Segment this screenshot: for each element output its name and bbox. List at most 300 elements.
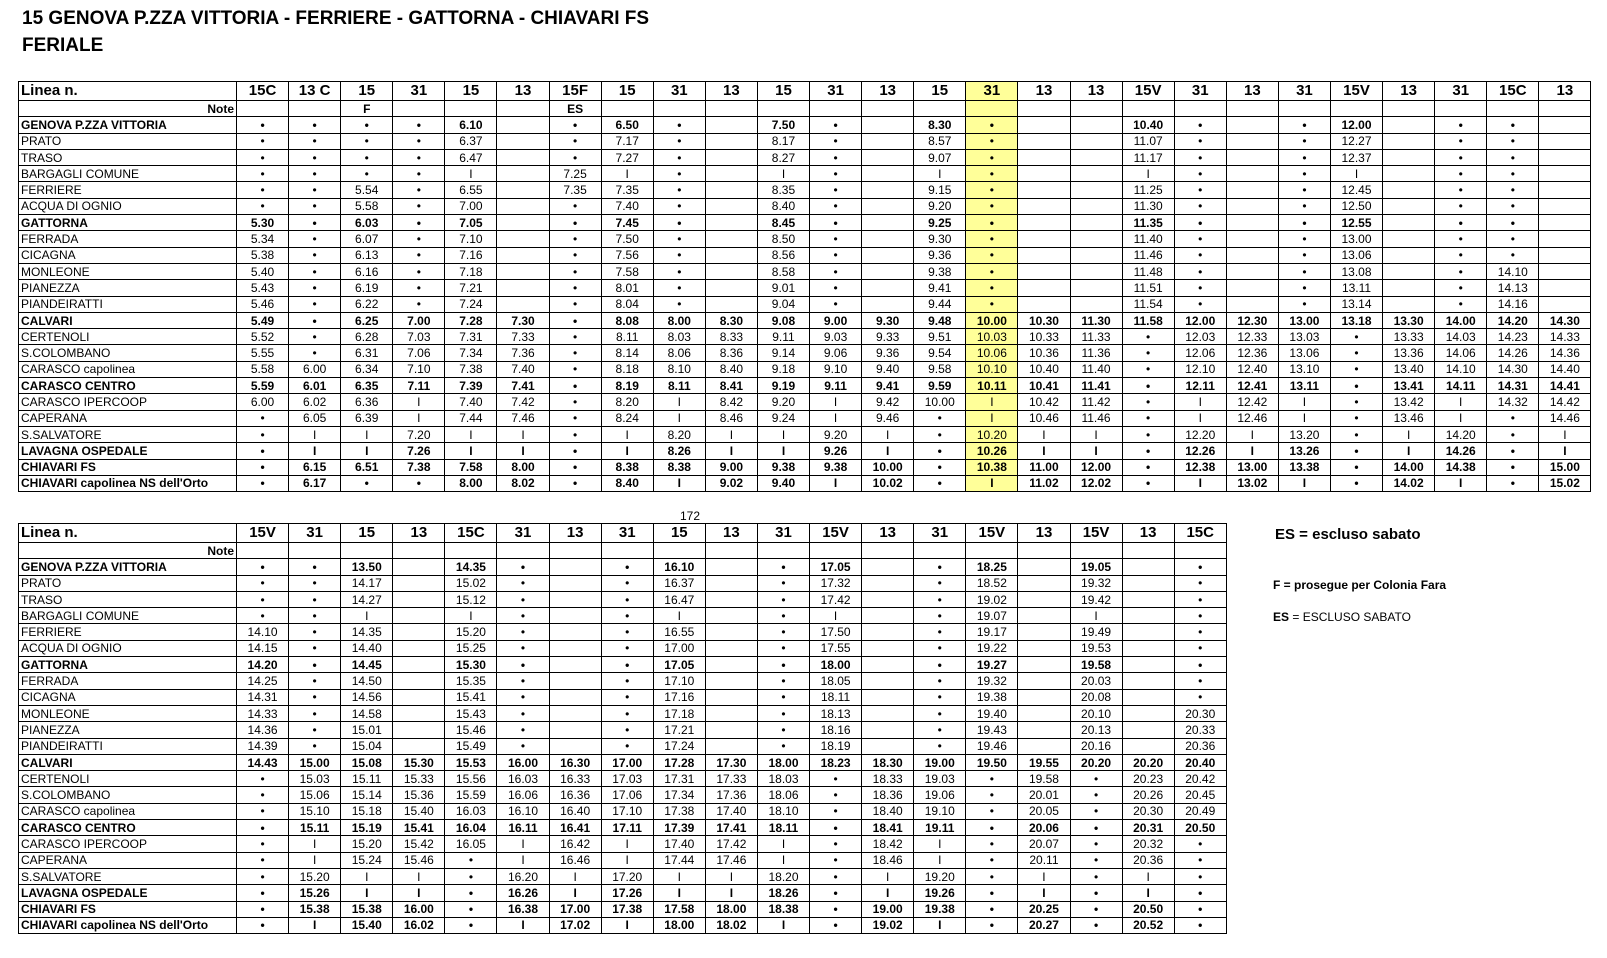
time-cell: 8.20 — [653, 426, 705, 442]
time-cell: • — [653, 149, 705, 165]
time-cell: 7.18 — [445, 263, 497, 279]
time-cell — [1226, 263, 1278, 279]
time-cell: • — [549, 296, 601, 312]
time-cell: 13.36 — [1383, 345, 1435, 361]
time-cell: 7.34 — [445, 345, 497, 361]
time-cell — [862, 133, 914, 149]
time-cell: 10.38 — [966, 459, 1018, 475]
time-cell: • — [1174, 559, 1226, 575]
line-number: 31 — [653, 82, 705, 101]
time-cell: I — [1383, 426, 1435, 442]
time-cell: • — [1435, 133, 1487, 149]
time-cell: 18.11 — [810, 689, 862, 705]
table-row — [19, 133, 1591, 149]
time-cell: 6.36 — [341, 394, 393, 410]
time-cell: 15.24 — [341, 852, 393, 868]
time-cell: • — [237, 410, 289, 426]
table-row — [19, 559, 1227, 575]
time-cell: • — [497, 738, 549, 754]
time-cell — [1122, 608, 1174, 624]
time-cell: 18.36 — [862, 787, 914, 803]
station-name: PRATO — [19, 575, 237, 591]
station-name: LAVAGNA OSPEDALE — [19, 885, 237, 901]
time-cell: 15.18 — [341, 803, 393, 819]
time-cell: 18.46 — [862, 852, 914, 868]
time-cell — [549, 575, 601, 591]
time-cell: • — [653, 280, 705, 296]
time-cell — [1539, 133, 1591, 149]
time-cell: 20.25 — [1018, 901, 1070, 917]
time-cell: • — [966, 149, 1018, 165]
time-cell — [1226, 117, 1278, 133]
note-cell — [1018, 101, 1070, 117]
station-name: CALVARI — [19, 312, 237, 328]
time-cell: 13.41 — [1383, 378, 1435, 394]
time-cell: • — [810, 868, 862, 884]
time-cell: 10.11 — [966, 378, 1018, 394]
time-cell — [862, 117, 914, 133]
time-cell: 19.00 — [914, 754, 966, 770]
time-cell — [1226, 215, 1278, 231]
note-cell — [601, 543, 653, 559]
time-cell: 7.56 — [601, 247, 653, 263]
time-cell: • — [549, 459, 601, 475]
time-cell: 20.40 — [1174, 754, 1226, 770]
time-cell: 19.38 — [914, 901, 966, 917]
time-cell: I — [445, 426, 497, 442]
time-cell: • — [289, 559, 341, 575]
time-cell: • — [1435, 117, 1487, 133]
line-number: 15C — [1174, 524, 1226, 543]
time-cell: 11.48 — [1122, 263, 1174, 279]
time-cell: 11.40 — [1122, 231, 1174, 247]
time-cell — [1070, 149, 1122, 165]
time-cell: • — [1487, 166, 1539, 182]
table-row — [19, 771, 1227, 787]
time-cell: • — [1174, 885, 1226, 901]
time-cell: 13.38 — [1278, 459, 1330, 475]
time-cell: • — [914, 705, 966, 721]
time-cell: • — [757, 673, 809, 689]
time-cell: 11.33 — [1070, 329, 1122, 345]
time-cell: 9.40 — [862, 361, 914, 377]
line-number: 15 — [601, 82, 653, 101]
note-cell — [1174, 101, 1226, 117]
time-cell: • — [1435, 247, 1487, 263]
time-cell: 13.08 — [1330, 263, 1382, 279]
time-cell: • — [1174, 231, 1226, 247]
time-cell: I — [289, 836, 341, 852]
time-cell: 17.16 — [653, 689, 705, 705]
time-cell: • — [810, 263, 862, 279]
time-cell: 19.26 — [914, 885, 966, 901]
time-cell — [497, 247, 549, 263]
line-number: 31 — [757, 524, 809, 543]
time-cell: • — [549, 133, 601, 149]
time-cell: 8.50 — [757, 231, 809, 247]
time-cell: • — [601, 640, 653, 656]
time-cell — [1018, 608, 1070, 624]
time-cell: 12.33 — [1226, 329, 1278, 345]
time-cell — [1018, 559, 1070, 575]
station-name: CERTENOLI — [19, 329, 237, 345]
time-cell: I — [601, 852, 653, 868]
time-cell: 19.55 — [1018, 754, 1070, 770]
time-cell: 17.28 — [653, 754, 705, 770]
time-cell: 17.32 — [810, 575, 862, 591]
time-cell: 14.31 — [237, 689, 289, 705]
time-cell: • — [810, 771, 862, 787]
time-cell: I — [497, 852, 549, 868]
line-number: 13 — [1383, 82, 1435, 101]
time-cell: 17.36 — [705, 787, 757, 803]
time-cell: • — [653, 166, 705, 182]
time-cell — [1226, 149, 1278, 165]
time-cell: 14.17 — [341, 575, 393, 591]
time-cell: • — [289, 215, 341, 231]
time-cell: 18.00 — [653, 917, 705, 933]
time-cell: • — [237, 591, 289, 607]
table-row — [19, 263, 1591, 279]
header-label: Linea n. — [19, 82, 237, 101]
time-cell — [393, 608, 445, 624]
time-cell — [1018, 247, 1070, 263]
time-cell: • — [549, 394, 601, 410]
time-cell: 18.41 — [862, 820, 914, 836]
time-cell: • — [1487, 133, 1539, 149]
station-name: TRASO — [19, 149, 237, 165]
time-cell: • — [393, 215, 445, 231]
time-cell: I — [1174, 394, 1226, 410]
time-cell: I — [1278, 394, 1330, 410]
time-cell: 15.26 — [289, 885, 341, 901]
time-cell — [1122, 559, 1174, 575]
time-cell: 12.40 — [1226, 361, 1278, 377]
time-cell: • — [653, 296, 705, 312]
time-cell — [862, 231, 914, 247]
time-cell: 8.30 — [914, 117, 966, 133]
time-cell: 15.46 — [445, 722, 497, 738]
time-cell: 15.08 — [341, 754, 393, 770]
time-cell: 7.39 — [445, 378, 497, 394]
time-cell: • — [289, 166, 341, 182]
time-cell: 14.58 — [341, 705, 393, 721]
time-cell: • — [966, 263, 1018, 279]
time-cell — [549, 722, 601, 738]
time-cell — [393, 738, 445, 754]
time-cell: 14.27 — [341, 591, 393, 607]
time-cell: 6.39 — [341, 410, 393, 426]
time-cell: 11.02 — [1018, 475, 1070, 491]
time-cell: 5.30 — [237, 215, 289, 231]
time-cell: 12.38 — [1174, 459, 1226, 475]
time-cell: I — [914, 917, 966, 933]
time-cell: • — [237, 885, 289, 901]
time-cell: 15.56 — [445, 771, 497, 787]
time-cell — [862, 166, 914, 182]
time-cell: • — [653, 247, 705, 263]
time-cell: 17.40 — [653, 836, 705, 852]
time-cell: 14.00 — [1383, 459, 1435, 475]
time-cell: I — [1539, 426, 1591, 442]
time-cell: • — [289, 263, 341, 279]
station-name: CARASCO IPERCOOP — [19, 836, 237, 852]
time-cell: I — [653, 868, 705, 884]
time-cell: 15.20 — [341, 836, 393, 852]
time-cell: 9.08 — [757, 312, 809, 328]
line-number: 15 — [653, 524, 705, 543]
time-cell: 13.50 — [341, 559, 393, 575]
time-cell: 7.03 — [393, 329, 445, 345]
time-cell — [1070, 296, 1122, 312]
time-cell: 9.44 — [914, 296, 966, 312]
note-cell — [1487, 101, 1539, 117]
time-cell: 16.42 — [549, 836, 601, 852]
time-cell: 18.10 — [757, 803, 809, 819]
time-cell — [862, 722, 914, 738]
station-name: MONLEONE — [19, 705, 237, 721]
table-row — [19, 885, 1227, 901]
time-cell: 18.13 — [810, 705, 862, 721]
time-cell: 6.19 — [341, 280, 393, 296]
line-number: 13 — [705, 524, 757, 543]
time-cell: • — [653, 182, 705, 198]
table-row — [19, 868, 1227, 884]
time-cell: 9.14 — [757, 345, 809, 361]
time-cell: • — [393, 296, 445, 312]
time-cell — [862, 198, 914, 214]
time-cell: • — [1174, 198, 1226, 214]
time-cell: 13.26 — [1278, 443, 1330, 459]
time-cell — [1018, 591, 1070, 607]
time-cell: • — [1330, 329, 1382, 345]
time-cell: 16.10 — [497, 803, 549, 819]
time-cell: 6.02 — [289, 394, 341, 410]
time-cell: 8.40 — [757, 198, 809, 214]
time-cell: • — [393, 231, 445, 247]
time-cell: • — [1122, 361, 1174, 377]
time-cell: • — [914, 575, 966, 591]
time-cell: 16.20 — [497, 868, 549, 884]
time-cell — [1122, 722, 1174, 738]
time-cell: 6.05 — [289, 410, 341, 426]
station-name: PIANEZZA — [19, 280, 237, 296]
time-cell: 14.26 — [1435, 443, 1487, 459]
time-cell — [705, 640, 757, 656]
time-cell: 9.41 — [914, 280, 966, 296]
time-cell: 7.28 — [445, 312, 497, 328]
time-cell: • — [966, 296, 1018, 312]
time-cell — [393, 624, 445, 640]
time-cell: 18.20 — [757, 868, 809, 884]
time-cell: 20.20 — [1122, 754, 1174, 770]
time-cell: • — [549, 117, 601, 133]
time-cell: 20.50 — [1174, 820, 1226, 836]
table-row — [19, 640, 1227, 656]
note-cell — [1070, 101, 1122, 117]
time-cell: 13.10 — [1278, 361, 1330, 377]
time-cell — [1070, 117, 1122, 133]
time-cell — [1018, 640, 1070, 656]
time-cell: 8.01 — [601, 280, 653, 296]
time-cell: 15.12 — [445, 591, 497, 607]
time-cell: 14.33 — [237, 705, 289, 721]
time-cell: 14.36 — [237, 722, 289, 738]
station-name: PIANEZZA — [19, 722, 237, 738]
time-cell: • — [914, 591, 966, 607]
time-cell: • — [549, 263, 601, 279]
header-row — [19, 524, 1227, 543]
time-cell: • — [1122, 394, 1174, 410]
time-cell: 7.31 — [445, 329, 497, 345]
time-cell — [393, 591, 445, 607]
time-cell: • — [1174, 166, 1226, 182]
time-cell: 18.30 — [862, 754, 914, 770]
time-cell: 14.30 — [1539, 312, 1591, 328]
time-cell: 5.55 — [237, 345, 289, 361]
time-cell: 20.49 — [1174, 803, 1226, 819]
time-cell: 7.46 — [497, 410, 549, 426]
time-cell — [1018, 657, 1070, 673]
line-number: 31 — [1278, 82, 1330, 101]
time-cell — [705, 247, 757, 263]
time-cell — [1018, 673, 1070, 689]
time-cell — [862, 575, 914, 591]
time-cell: 6.50 — [601, 117, 653, 133]
time-cell — [1539, 166, 1591, 182]
time-cell: 12.00 — [1070, 459, 1122, 475]
time-cell: I — [1070, 426, 1122, 442]
time-cell: • — [1278, 296, 1330, 312]
time-cell: 14.25 — [237, 673, 289, 689]
time-cell — [705, 657, 757, 673]
line-number: 31 — [810, 82, 862, 101]
time-cell: • — [966, 280, 1018, 296]
time-cell: 15.46 — [393, 852, 445, 868]
time-cell: • — [914, 459, 966, 475]
table-row — [19, 787, 1227, 803]
page-subtitle: FERIALE — [22, 35, 104, 56]
table-row — [19, 280, 1591, 296]
time-cell: 15.14 — [341, 787, 393, 803]
time-cell: 8.57 — [914, 133, 966, 149]
time-cell: • — [914, 657, 966, 673]
line-number: 15C — [1487, 82, 1539, 101]
table-row — [19, 608, 1227, 624]
time-cell: 15.41 — [445, 689, 497, 705]
time-cell: 9.10 — [810, 361, 862, 377]
time-cell: 18.40 — [862, 803, 914, 819]
time-cell — [862, 673, 914, 689]
time-cell — [393, 640, 445, 656]
time-cell: 13.00 — [1278, 312, 1330, 328]
time-cell — [1226, 247, 1278, 263]
time-cell: 10.00 — [862, 459, 914, 475]
time-cell — [497, 182, 549, 198]
line-number: 15 — [341, 82, 393, 101]
time-cell: • — [1070, 787, 1122, 803]
time-cell: • — [810, 231, 862, 247]
time-cell — [1383, 149, 1435, 165]
time-cell — [497, 215, 549, 231]
time-cell: • — [1122, 426, 1174, 442]
time-cell — [393, 657, 445, 673]
time-cell: • — [289, 608, 341, 624]
line-number: 13 C — [289, 82, 341, 101]
time-cell: 20.52 — [1122, 917, 1174, 933]
time-cell: 5.49 — [237, 312, 289, 328]
table-row — [19, 459, 1591, 475]
time-cell: I — [757, 166, 809, 182]
time-cell: I — [653, 394, 705, 410]
line-number: 15V — [1122, 82, 1174, 101]
note-cell — [862, 101, 914, 117]
time-cell: 9.00 — [705, 459, 757, 475]
time-cell: 18.00 — [757, 754, 809, 770]
time-cell — [497, 149, 549, 165]
time-cell: • — [497, 722, 549, 738]
time-cell: 20.36 — [1174, 738, 1226, 754]
time-cell: 7.10 — [393, 361, 445, 377]
time-cell: 11.25 — [1122, 182, 1174, 198]
time-cell: 15.40 — [341, 917, 393, 933]
time-cell: • — [237, 771, 289, 787]
time-cell: 7.35 — [601, 182, 653, 198]
time-cell: 16.04 — [445, 820, 497, 836]
time-cell: • — [601, 705, 653, 721]
time-cell: 7.00 — [393, 312, 445, 328]
time-cell: • — [497, 673, 549, 689]
table-row — [19, 198, 1591, 214]
time-cell: • — [393, 117, 445, 133]
table-row — [19, 803, 1227, 819]
time-cell: 8.17 — [757, 133, 809, 149]
time-cell: 17.10 — [653, 673, 705, 689]
time-cell: • — [237, 868, 289, 884]
time-cell: 9.51 — [914, 329, 966, 345]
time-cell: 16.36 — [549, 787, 601, 803]
time-cell: 20.30 — [1174, 705, 1226, 721]
time-cell: • — [601, 722, 653, 738]
station-name: S.SALVATORE — [19, 868, 237, 884]
time-cell: I — [1278, 410, 1330, 426]
note-cell — [1539, 101, 1591, 117]
time-cell: 18.03 — [757, 771, 809, 787]
time-cell: 6.00 — [289, 361, 341, 377]
time-cell: • — [914, 640, 966, 656]
time-cell: • — [497, 575, 549, 591]
time-cell: 17.30 — [705, 754, 757, 770]
table-row — [19, 917, 1227, 933]
time-cell: I — [289, 443, 341, 459]
time-cell: I — [705, 443, 757, 459]
time-cell: • — [1174, 836, 1226, 852]
note-cell — [237, 543, 289, 559]
time-cell — [862, 215, 914, 231]
time-cell: 11.46 — [1122, 247, 1174, 263]
time-cell: 15.00 — [1539, 459, 1591, 475]
time-cell: • — [497, 624, 549, 640]
time-cell: 17.02 — [549, 917, 601, 933]
time-cell — [1122, 657, 1174, 673]
time-cell: 6.13 — [341, 247, 393, 263]
time-cell: • — [914, 443, 966, 459]
time-cell: 14.15 — [237, 640, 289, 656]
time-cell — [497, 296, 549, 312]
time-cell: 14.00 — [1435, 312, 1487, 328]
time-cell: 7.45 — [601, 215, 653, 231]
table-row — [19, 657, 1227, 673]
